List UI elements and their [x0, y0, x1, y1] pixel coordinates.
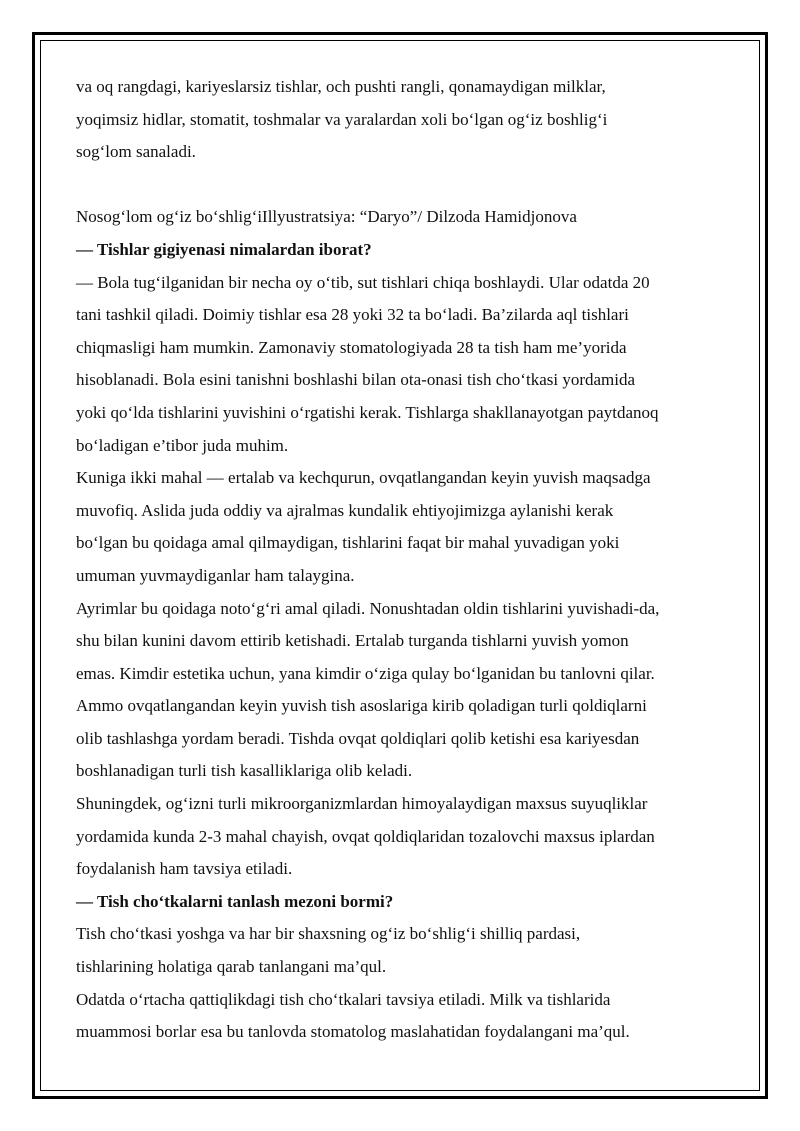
section-heading: — Tish cho‘tkalarni tanlash mezoni bormi? — [76, 891, 394, 911]
text-line: Ammo ovqatlangandan keyin yuvish tish asoslariga kirib qoladigan turli qoldiqlarni — [76, 696, 647, 716]
text-line: hisoblanadi. Bola esini tanishni boshlashi bilan ota-onasi tish cho‘tkasi yordamida — [76, 370, 636, 390]
text-line: shu bilan kunini davom ettirib ketishadi. Ertalab turganda tishlarni yuvish yomon — [76, 631, 629, 651]
text-line: — Bola tug‘ilganidan bir necha oy o‘tib, sut tishlari chiqa boshlaydi. Ular odatda 20 — [76, 272, 650, 292]
text-line: muammosi borlar esa bu tanlovda stomatolog maslahatidan foydalangani ma’qul. — [76, 1022, 630, 1042]
text-line: yordamida kunda 2-3 mahal chayish, ovqat qoldiqlaridan tozalovchi maxsus iplardan — [76, 826, 655, 846]
section-heading: — Tishlar gigiyenasi nimalardan iborat? — [76, 239, 372, 259]
text-line: Tish cho‘tkasi yoshga va har bir shaxsning og‘iz bo‘shlig‘i shilliq pardasi, — [76, 924, 581, 944]
text-line: tani tashkil qiladi. Doimiy tishlar esa 28 yoki 32 ta bo‘ladi. Ba’zilarda aql tishlari — [76, 305, 629, 325]
text-line: sog‘lom sanaladi. — [76, 142, 196, 162]
text-line: emas. Kimdir estetika uchun, yana kimdir o‘ziga qulay bo‘lganidan bu tanlovni qilar. — [76, 663, 655, 683]
text-line: bo‘ladigan e’tibor juda muhim. — [76, 435, 289, 455]
document-body — [76, 71, 736, 1049]
text-line: boshlanadigan turli tish kasalliklariga olib keladi. — [76, 761, 413, 781]
text-line: umuman yuvmaydiganlar ham talaygina. — [76, 565, 355, 585]
text-line: chiqmasligi ham mumkin. Zamonaviy stomatologiyada 28 ta tish ham me’yorida — [76, 337, 627, 357]
text-line: yoki qo‘lda tishlarini yuvishini o‘rgatishi kerak. Tishlarga shakllanayotgan paytdanoq — [76, 402, 659, 422]
text-line: Ayrimlar bu qoidaga noto‘g‘ri amal qiladi. Nonushtadan oldin tishlarini yuvishadi-da, — [76, 598, 660, 618]
text-line: tishlarining holatiga qarab tanlangani ma’qul. — [76, 957, 387, 977]
text-line: foydalanish ham tavsiya etiladi. — [76, 859, 293, 879]
text-line: Shuningdek, og‘izni turli mikroorganizmlardan himoyalaydigan maxsus suyuqliklar — [76, 794, 648, 814]
text-line: Odatda o‘rtacha qattiqlikdagi tish cho‘tkalari tavsiya etiladi. Milk va tishlarida — [76, 989, 611, 1009]
text-line: olib tashlashga yordam beradi. Tishda ovqat qoldiqlari qolib ketishi esa kariyesdan — [76, 728, 640, 748]
text-line: bo‘lgan bu qoidaga amal qilmaydigan, tishlarini faqat bir mahal yuvadigan yoki — [76, 533, 620, 553]
text-line: muvofiq. Aslida juda oddiy va ajralmas kundalik ehtiyojimizga aylanishi kerak — [76, 500, 614, 520]
text-line: Kuniga ikki mahal — ertalab va kechqurun, ovqatlangandan keyin yuvish maqsadga — [76, 468, 651, 488]
blank-line — [76, 169, 736, 202]
text-line: yoqimsiz hidlar, stomatit, toshmalar va yaralardan xoli bo‘lgan og‘iz boshlig‘i — [76, 109, 608, 129]
text-line: va oq rangdagi, kariyeslarsiz tishlar, och pushti rangli, qonamaydigan milklar, — [76, 77, 606, 96]
text-line: Nosog‘lom og‘iz bo‘shlig‘iIllyustratsiya: “Daryo”/ Dilzoda Hamidjonova — [76, 207, 577, 227]
